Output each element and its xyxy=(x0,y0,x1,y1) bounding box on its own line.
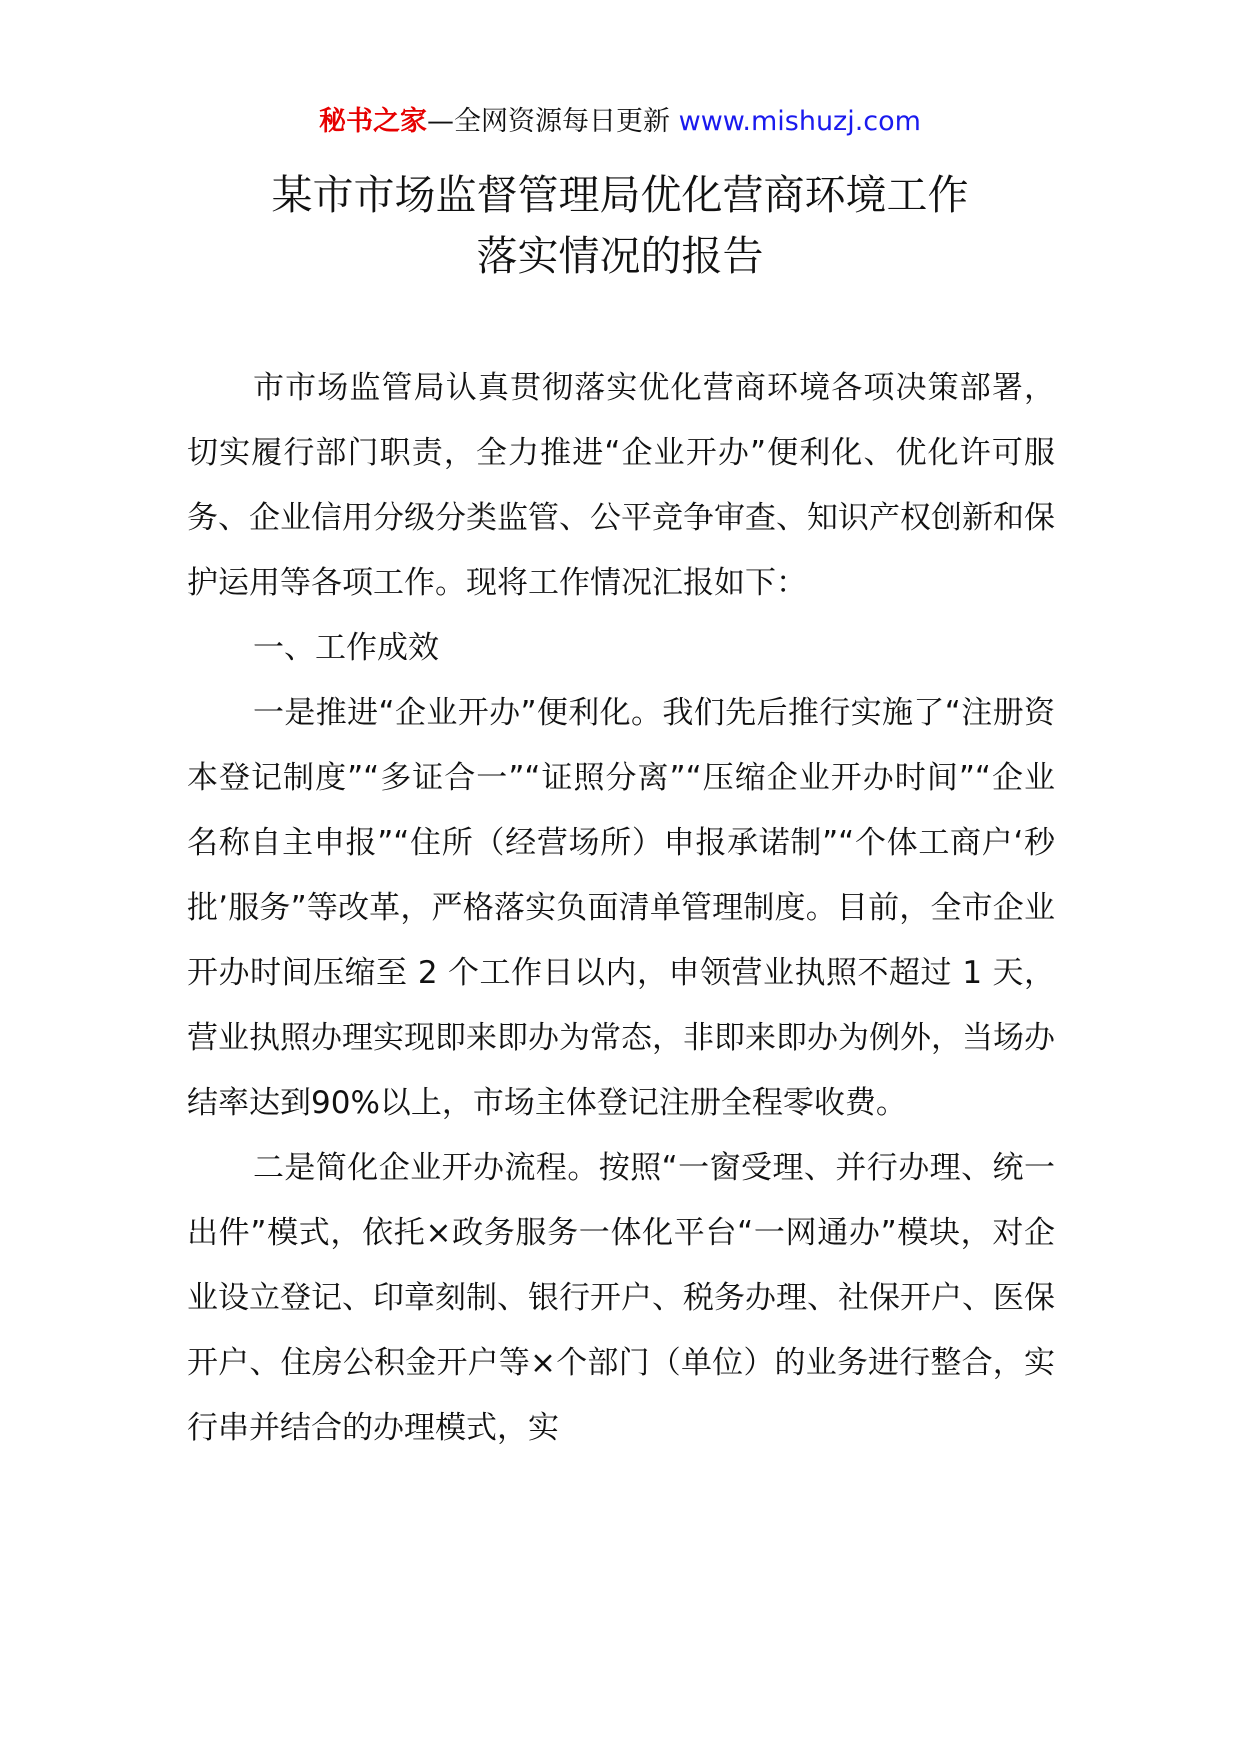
site-url-link[interactable]: www.mishuzj.com xyxy=(678,106,921,137)
header-tagline: —全网资源每日更新 xyxy=(427,106,671,137)
paragraph-2: 二是简化企业开办流程。按照“一窗受理、并行办理、统一出件”模式，依托×政务服务一体化平台“一网通办”模块，对企业设立登记、印章刻制、银行开户、税务办理、社保开户、医保开户、住房公积金开户等×个部门（单位）的业务进行整合，实行串并结合的办理模式，实 xyxy=(187,1150,1055,1446)
intro-paragraph: 市市场监管局认真贯彻落实优化营商环境各项决策部署，切实履行部门职责，全力推进“企业开办”便利化、优化许可服务、企业信用分级分类监管、公平竞争审查、知识产权创新和保护运用等各项工作。现将工作情况汇报如下： xyxy=(187,370,1055,601)
document-body xyxy=(187,356,1055,1461)
title-line-2: 落实情况的报告 xyxy=(476,232,764,280)
title-line-1: 某市市场监督管理局优化营商环境工作 xyxy=(271,171,969,219)
paragraph-1: 一是推进“企业开办”便利化。我们先后推行实施了“注册资本登记制度”“多证合一”“证照分离”“压缩企业开办时间”“企业名称自主申报”“住所（经营场所）申报承诺制”“个体工商户‘秒批’服务”等改革，严格落实负面清单管理制度。目前，全市企业开办时间压缩至 2 个工作日以内，申领营业执照不超过 1 天，营业执照办理实现即来即办为常态，非即来即办为例外，当场办结率达到90%以上，市场主体登记注册全程零收费。 xyxy=(187,695,1055,1121)
document-title xyxy=(0,165,1240,287)
section-heading-1: 一、工作成效 xyxy=(253,630,439,666)
brand-name: 秘书之家 xyxy=(319,106,428,137)
site-header xyxy=(0,102,1240,142)
